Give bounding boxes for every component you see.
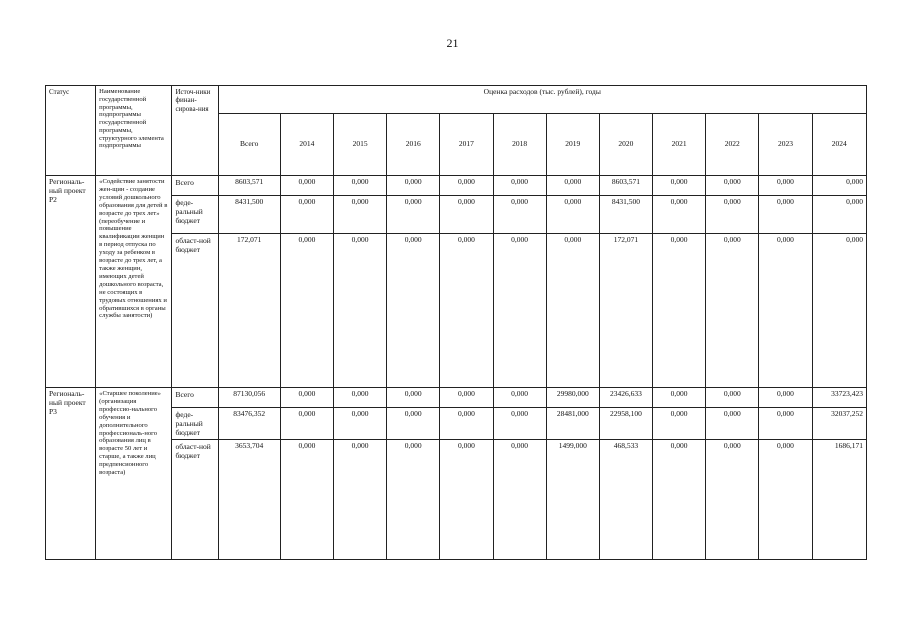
- year-value: 0,000: [387, 388, 440, 408]
- header-year: 2022: [706, 114, 759, 176]
- year-value: 0,000: [759, 234, 812, 388]
- year-value: 0,000: [280, 388, 333, 408]
- header-source: Источ-ники финан-сирова-ния: [172, 86, 218, 176]
- year-value: 0,000: [280, 408, 333, 440]
- year-value: 0,000: [387, 176, 440, 196]
- year-value: 0,000: [812, 234, 866, 388]
- funding-source: феде-ральный бюджет: [172, 408, 218, 440]
- year-value: 0,000: [493, 176, 546, 196]
- year-value: 22958,100: [599, 408, 652, 440]
- year-value: 0,000: [333, 196, 386, 234]
- year-value: 0,000: [706, 408, 759, 440]
- year-value: 0,000: [280, 440, 333, 560]
- header-year: 2019: [546, 114, 599, 176]
- year-value: 0,000: [653, 176, 706, 196]
- year-value: 0,000: [546, 176, 599, 196]
- year-value: 0,000: [493, 440, 546, 560]
- year-value: 0,000: [706, 234, 759, 388]
- year-value: 0,000: [440, 408, 493, 440]
- total-value: 172,071: [218, 234, 280, 388]
- year-value: 29980,000: [546, 388, 599, 408]
- year-value: 0,000: [440, 440, 493, 560]
- year-value: 0,000: [546, 196, 599, 234]
- year-value: 32037,252: [812, 408, 866, 440]
- funding-source: област-ной бюджет: [172, 234, 218, 388]
- total-value: 8603,571: [218, 176, 280, 196]
- year-value: 0,000: [706, 388, 759, 408]
- funding-source: феде-ральный бюджет: [172, 196, 218, 234]
- funding-source: Всего: [172, 176, 218, 196]
- year-value: 0,000: [280, 234, 333, 388]
- header-year: 2018: [493, 114, 546, 176]
- year-value: 0,000: [333, 176, 386, 196]
- header-year: 2016: [387, 114, 440, 176]
- year-value: 172,071: [599, 234, 652, 388]
- year-value: 0,000: [280, 176, 333, 196]
- year-value: 0,000: [333, 388, 386, 408]
- header-year: 2017: [440, 114, 493, 176]
- header-row-top: [46, 86, 867, 114]
- year-value: 0,000: [759, 408, 812, 440]
- year-value: 0,000: [280, 196, 333, 234]
- project-name: «Содействие занятости жен-щин - создание условий дошкольного образования для детей в возрасте до трех лет» (переобучение и повышение квалификации женщин в период отпуска по уходу за ребенком в возрасте до трех лет, а также женщин, имеющих детей дошкольного возраста, не состоящих в трудовых отношениях и обратившихся в органы службы занятости): [96, 176, 172, 388]
- total-value: 3653,704: [218, 440, 280, 560]
- year-value: 0,000: [653, 388, 706, 408]
- project-status: Региональ-ный проект Р2: [46, 176, 96, 388]
- year-value: 0,000: [493, 234, 546, 388]
- year-value: 0,000: [759, 176, 812, 196]
- header-year: 2021: [653, 114, 706, 176]
- header-year: 2023: [759, 114, 812, 176]
- year-value: 0,000: [653, 408, 706, 440]
- year-value: 0,000: [440, 176, 493, 196]
- total-value: 83476,352: [218, 408, 280, 440]
- header-year: 2014: [280, 114, 333, 176]
- header-year: 2015: [333, 114, 386, 176]
- year-value: 0,000: [812, 196, 866, 234]
- year-value: 0,000: [812, 176, 866, 196]
- year-value: 0,000: [387, 234, 440, 388]
- project-name: «Старшее поколение» (организация профессио-нального обучения и дополнительного профессиональ-ного образования лиц в возрасте 50 лет и старше, а также лиц предпенсионного возраста): [96, 388, 172, 560]
- year-value: 0,000: [706, 440, 759, 560]
- year-value: 0,000: [493, 196, 546, 234]
- table-row: [46, 176, 867, 196]
- header-year: 2020: [599, 114, 652, 176]
- year-value: 28481,000: [546, 408, 599, 440]
- year-value: 0,000: [493, 388, 546, 408]
- year-value: 0,000: [440, 388, 493, 408]
- year-value: 0,000: [546, 234, 599, 388]
- funding-source: Всего: [172, 388, 218, 408]
- year-value: 0,000: [653, 234, 706, 388]
- header-status: Статус: [46, 86, 96, 176]
- year-value: 468,533: [599, 440, 652, 560]
- year-value: 0,000: [706, 176, 759, 196]
- year-value: 8603,571: [599, 176, 652, 196]
- year-value: 0,000: [440, 234, 493, 388]
- year-value: 0,000: [333, 408, 386, 440]
- year-value: 0,000: [333, 440, 386, 560]
- year-value: 0,000: [387, 408, 440, 440]
- year-value: 23426,633: [599, 388, 652, 408]
- year-value: 8431,500: [599, 196, 652, 234]
- header-year: 2024: [812, 114, 866, 176]
- year-value: 0,000: [759, 196, 812, 234]
- total-value: 8431,500: [218, 196, 280, 234]
- year-value: 0,000: [653, 196, 706, 234]
- year-value: 0,000: [387, 440, 440, 560]
- page-number: 21: [446, 36, 459, 50]
- year-value: 1499,000: [546, 440, 599, 560]
- year-value: 0,000: [653, 440, 706, 560]
- year-value: 0,000: [759, 388, 812, 408]
- table-row: [46, 388, 867, 408]
- budget-table: [45, 85, 867, 560]
- funding-source: област-ной бюджет: [172, 440, 218, 560]
- year-value: 33723,423: [812, 388, 866, 408]
- total-value: 87130,056: [218, 388, 280, 408]
- year-value: 1686,171: [812, 440, 866, 560]
- year-value: 0,000: [493, 408, 546, 440]
- year-value: 0,000: [706, 196, 759, 234]
- header-assessment: Оценка расходов (тыс. рублей), годы: [218, 86, 866, 114]
- year-value: 0,000: [440, 196, 493, 234]
- year-value: 0,000: [333, 234, 386, 388]
- year-value: 0,000: [387, 196, 440, 234]
- project-status: Региональ-ный проект Р3: [46, 388, 96, 560]
- header-total: Всего: [218, 114, 280, 176]
- header-name: Наименование государственной программы, подпрограммы государственной программы, структурного элемента подпрограммы: [96, 86, 172, 176]
- year-value: 0,000: [759, 440, 812, 560]
